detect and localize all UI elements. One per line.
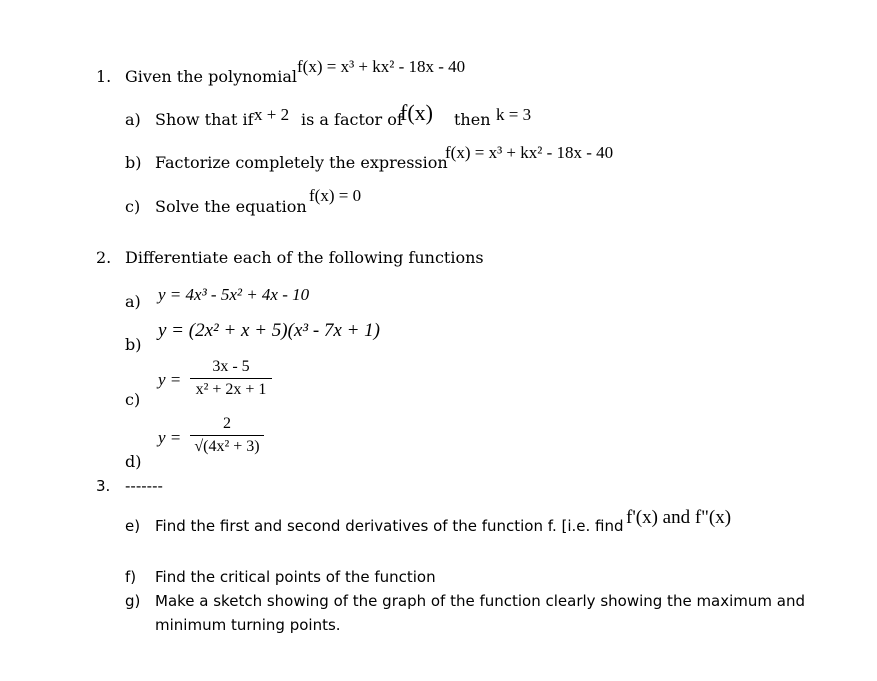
q1b-text: Factorize completely the expression <box>155 153 448 172</box>
q1a-label: a) <box>125 110 141 129</box>
q2c-fraction-bar <box>190 378 272 379</box>
q1c-equation: f(x) = 0 <box>309 186 362 205</box>
q1a-text-after: then <box>454 110 491 129</box>
q1c-text: Solve the equation <box>155 197 307 216</box>
q3-number: 3. <box>96 477 111 495</box>
q2a-label: a) <box>125 292 141 311</box>
q1a-text-mid: is a factor of <box>301 110 403 129</box>
q2c-fraction <box>190 358 272 399</box>
q3g-text-line1: Make a sketch showing of the graph of the function clearly showing the maximum and <box>155 592 806 610</box>
q1-stem: Given the polynomial <box>125 67 297 86</box>
q1a-function-expr: f(x) <box>400 100 433 125</box>
q3g-text-line2: minimum turning points. <box>155 616 341 634</box>
q3e-label: e) <box>125 517 141 535</box>
q1a-factor-expr: x + 2 <box>254 105 290 124</box>
q2d-fraction-bar <box>190 435 264 436</box>
q2d-denominator: √(4x² + 3) <box>194 438 260 455</box>
q2c-numerator: 3x - 5 <box>212 358 250 375</box>
q1b-expression: f(x) = x³ + kx² - 18x - 40 <box>445 143 614 162</box>
q2d-label: d) <box>125 452 142 471</box>
q3f-text: Find the critical points of the function <box>155 568 436 586</box>
q1a-k-value: k = 3 <box>496 105 532 124</box>
q1-polynomial: f(x) = x³ + kx² - 18x - 40 <box>297 57 466 76</box>
q3-dashes: ------- <box>125 477 163 495</box>
q2-number: 2. <box>96 248 112 267</box>
q1a-text-before: Show that if <box>155 110 254 129</box>
q2c-lhs: y = <box>158 370 182 389</box>
q2-stem: Differentiate each of the following functions <box>125 248 484 267</box>
q1b-label: b) <box>125 153 142 172</box>
q1-number: 1. <box>96 67 112 86</box>
q2c-denominator: x² + 2x + 1 <box>195 381 267 398</box>
q2d-fraction <box>190 415 264 456</box>
q3e-derivative-expr: f'(x) and f"(x) <box>626 507 732 528</box>
q2c-label: c) <box>125 390 141 409</box>
q1c-label: c) <box>125 197 141 216</box>
q2b-label: b) <box>125 335 142 354</box>
q2d-numerator: 2 <box>223 415 231 432</box>
q3f-label: f) <box>125 568 137 586</box>
q2b-expression: y = (2x² + x + 5)(x³ - 7x + 1) <box>158 320 380 341</box>
q3g-label: g) <box>125 592 141 610</box>
q2d-lhs: y = <box>158 428 182 447</box>
q2a-expression: y = 4x³ - 5x² + 4x - 10 <box>158 285 310 304</box>
q3e-text: Find the first and second derivatives of the function f. [i.e. find <box>155 517 624 535</box>
